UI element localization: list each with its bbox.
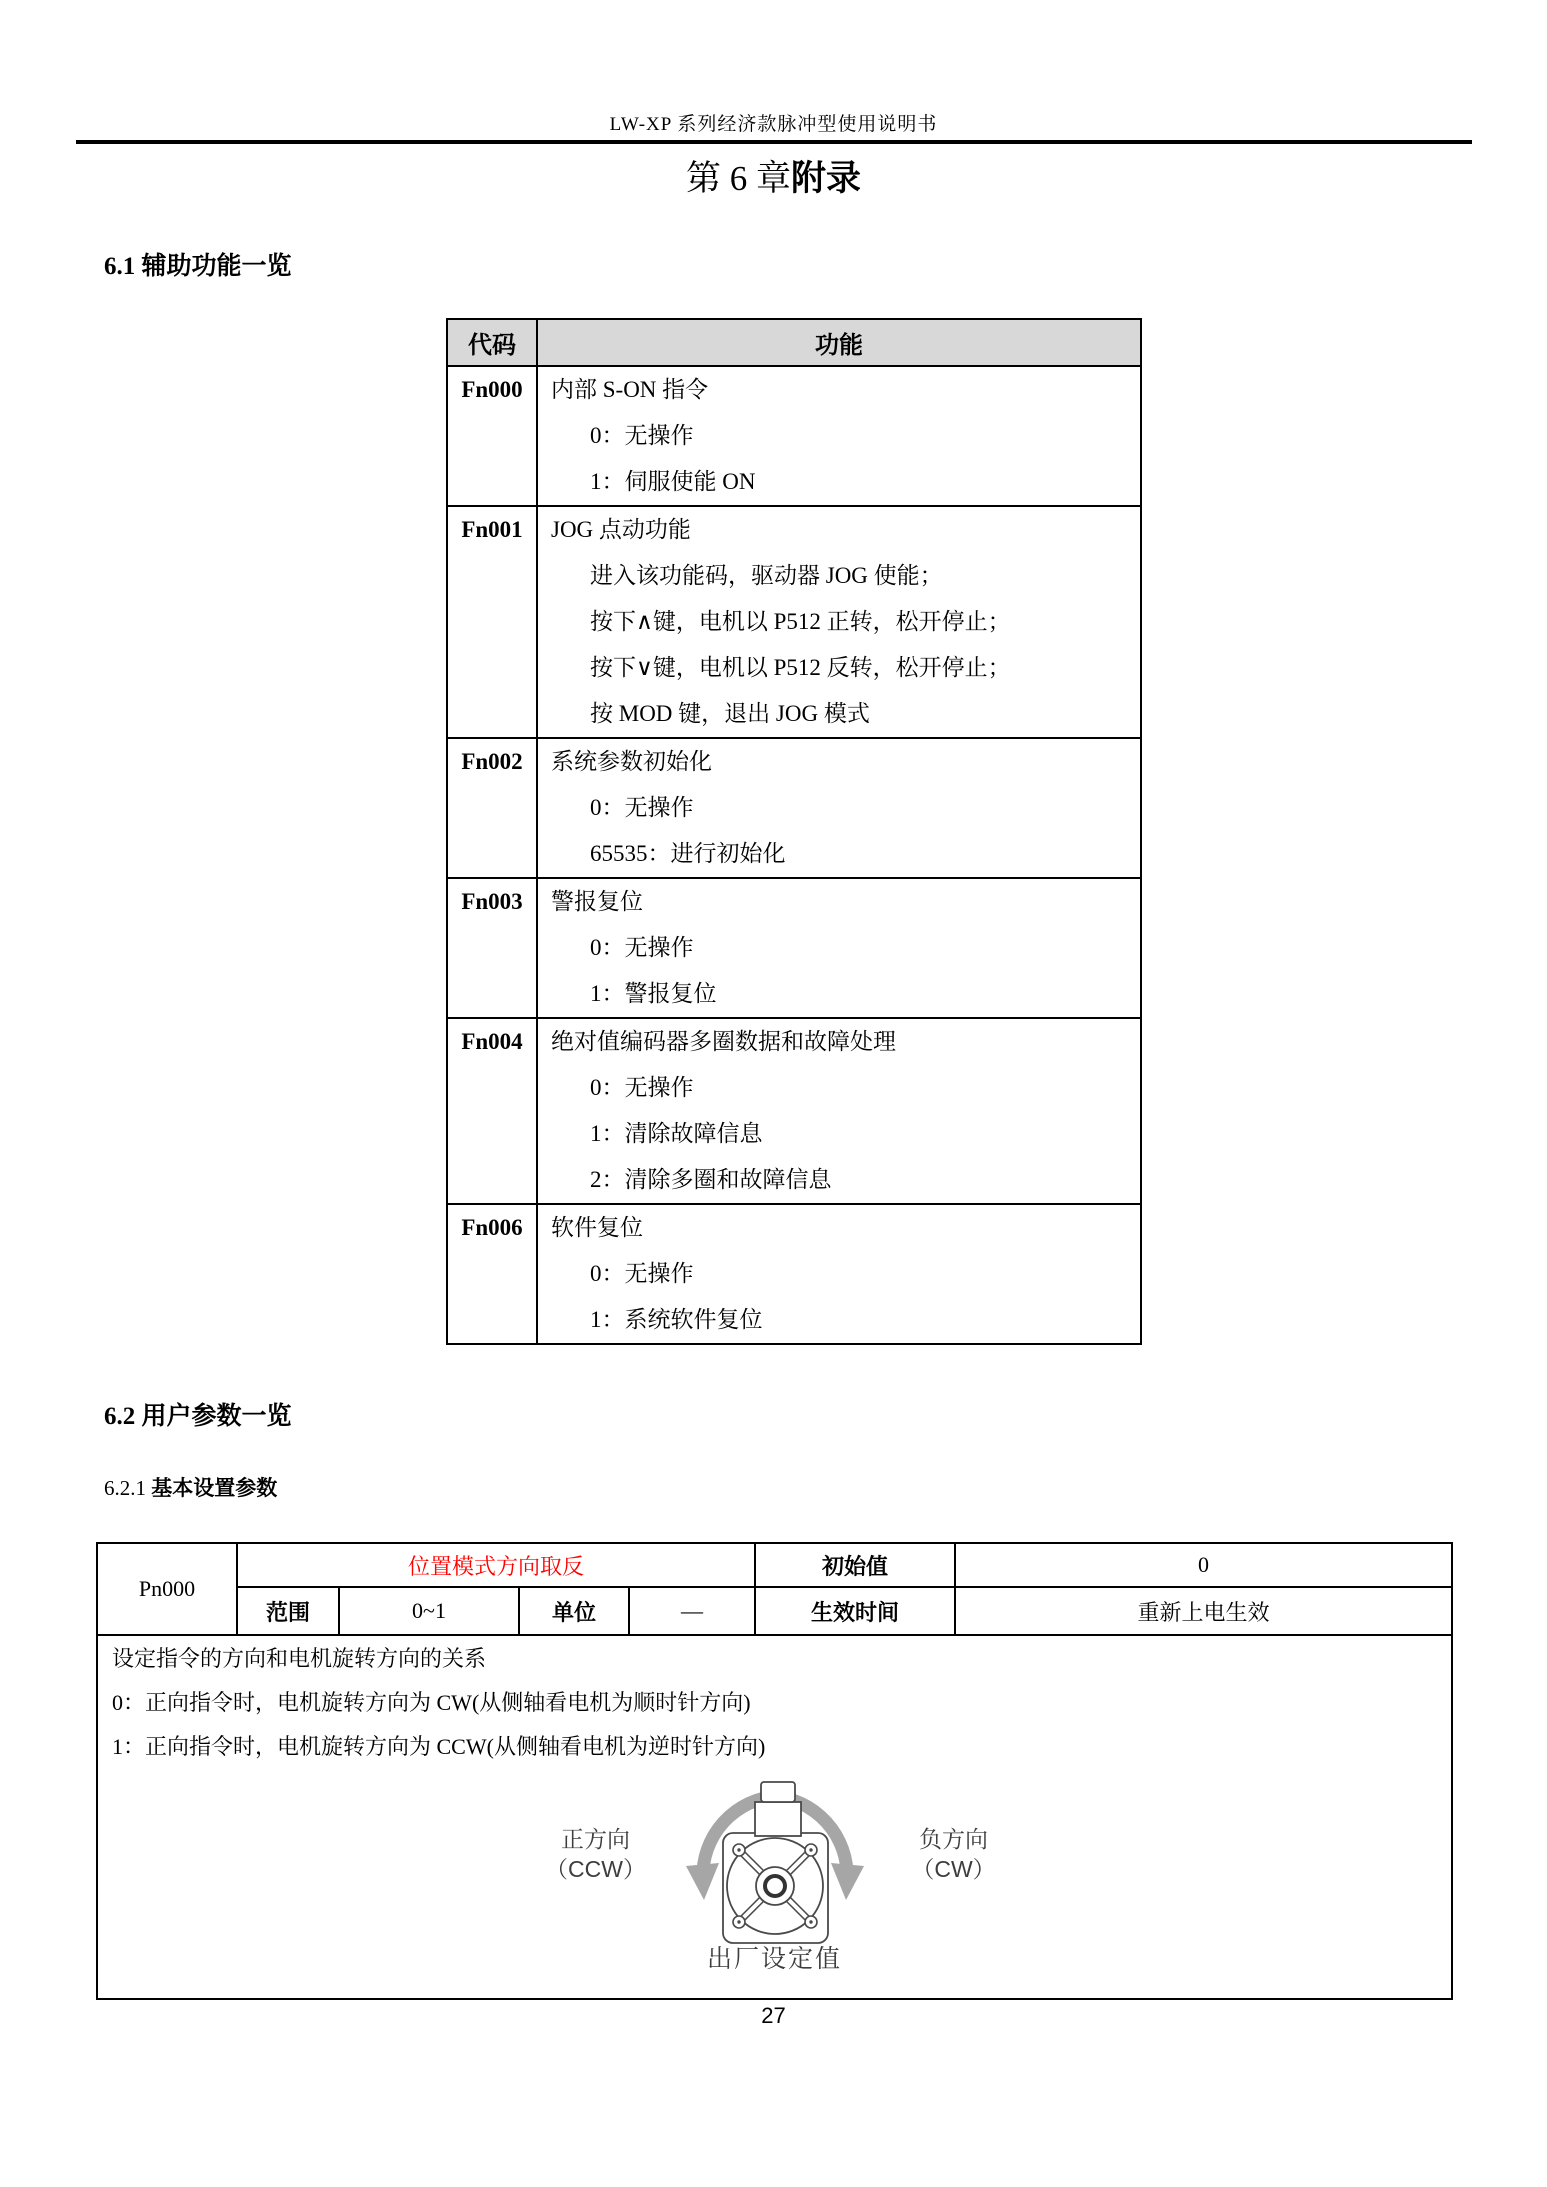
factory-setting-caption: 出厂设定值 [707, 1945, 843, 1973]
fn-line: 1：系统软件复位 [590, 1307, 763, 1332]
description-line: 1：正向指令时，电机旋转方向为 CCW(从侧轴看电机为逆时针方向) [112, 1734, 766, 1759]
fn-col-code-header: 代码 [447, 319, 537, 366]
fn-line: 软件复位 [551, 1215, 643, 1240]
table-row [447, 1018, 1141, 1204]
fn-line: 0：无操作 [590, 1261, 694, 1286]
fn-line: 2：清除多圈和故障信息 [590, 1167, 832, 1192]
fn-line: 绝对值编码器多圈数据和故障处理 [551, 1029, 896, 1054]
fn-code: Fn001 [461, 517, 523, 542]
range-label: 范围 [237, 1587, 339, 1635]
fn-line: 1：清除故障信息 [590, 1121, 763, 1146]
fn-line: 0：无操作 [590, 795, 694, 820]
table-row [447, 366, 1141, 506]
effective-time-value: 重新上电生效 [955, 1587, 1452, 1635]
initial-value: 0 [955, 1543, 1452, 1587]
page-number: 27 [761, 2003, 786, 2028]
servo-motor-illustration [655, 1774, 895, 1949]
fn-line: 0：无操作 [590, 423, 694, 448]
header-rule [76, 140, 1472, 144]
initial-value-label: 初始值 [755, 1543, 955, 1587]
fn-code: Fn004 [461, 1029, 523, 1054]
table-row [447, 738, 1141, 878]
section-6-2-1-heading [104, 1472, 277, 1502]
table-row [447, 878, 1141, 1018]
fn-line: 内部 S-ON 指令 [551, 377, 709, 402]
subsection-title: 基本设置参数 [151, 1476, 278, 1500]
fn-line: 0：无操作 [590, 935, 694, 960]
unit-label: 单位 [519, 1587, 629, 1635]
fn-line: 0：无操作 [590, 1075, 694, 1100]
subsection-number: 6.2.1 [104, 1476, 146, 1500]
chapter-name: 附录 [791, 159, 862, 198]
fn-line: 警报复位 [551, 889, 643, 914]
fn-line: 按 MOD 键，退出 JOG 模式 [590, 701, 870, 726]
description-line: 0：正向指令时，电机旋转方向为 CW(从侧轴看电机为顺时针方向) [112, 1690, 751, 1715]
fn-function-table [446, 318, 1142, 1345]
fn-code: Fn006 [461, 1215, 523, 1240]
ccw-direction-label: 正方向 （CCW） [545, 1826, 646, 1882]
cw-direction-label: 负方向 （CW） [911, 1826, 996, 1882]
table-row [447, 506, 1141, 738]
fn-col-func-header: 功能 [537, 319, 1141, 366]
table-row [447, 1204, 1141, 1344]
fn-line: 按下∧键，电机以 P512 正转，松开停止； [590, 609, 1011, 634]
section-6-2-heading: 6.2 用户参数一览 [104, 1403, 292, 1430]
param-name: 位置模式方向取反 [237, 1543, 755, 1587]
pn-parameter-table [96, 1542, 1453, 2000]
fn-line: 1：伺服使能 ON [590, 469, 756, 494]
fn-line: 1：警报复位 [590, 981, 717, 1006]
chapter-number: 第 6 章 [685, 159, 791, 198]
fn-code: Fn000 [461, 377, 523, 402]
param-code: Pn000 [97, 1543, 237, 1635]
doc-header-title: LW-XP 系列经济款脉冲型使用说明书 [609, 114, 938, 135]
fn-line: 系统参数初始化 [551, 749, 712, 774]
chapter-title [0, 151, 1547, 201]
section-6-1-heading: 6.1 辅助功能一览 [104, 253, 292, 280]
description-line: 设定指令的方向和电机旋转方向的关系 [112, 1646, 487, 1671]
motor-rotation-diagram [98, 1774, 1451, 1949]
param-description [98, 1636, 1451, 1998]
unit-value: — [629, 1587, 755, 1635]
fn-line: JOG 点动功能 [551, 517, 691, 542]
fn-table-header-row [447, 319, 1141, 366]
fn-line: 按下∨键，电机以 P512 反转，松开停止； [590, 655, 1011, 680]
table-row [97, 1587, 1452, 1635]
fn-line: 65535：进行初始化 [590, 841, 786, 866]
table-row [97, 1635, 1452, 1999]
fn-code: Fn003 [461, 889, 523, 914]
range-value: 0~1 [339, 1587, 519, 1635]
fn-line: 进入该功能码，驱动器 JOG 使能； [590, 563, 943, 588]
table-row [97, 1543, 1452, 1587]
fn-code: Fn002 [461, 749, 523, 774]
effective-time-label: 生效时间 [755, 1587, 955, 1635]
